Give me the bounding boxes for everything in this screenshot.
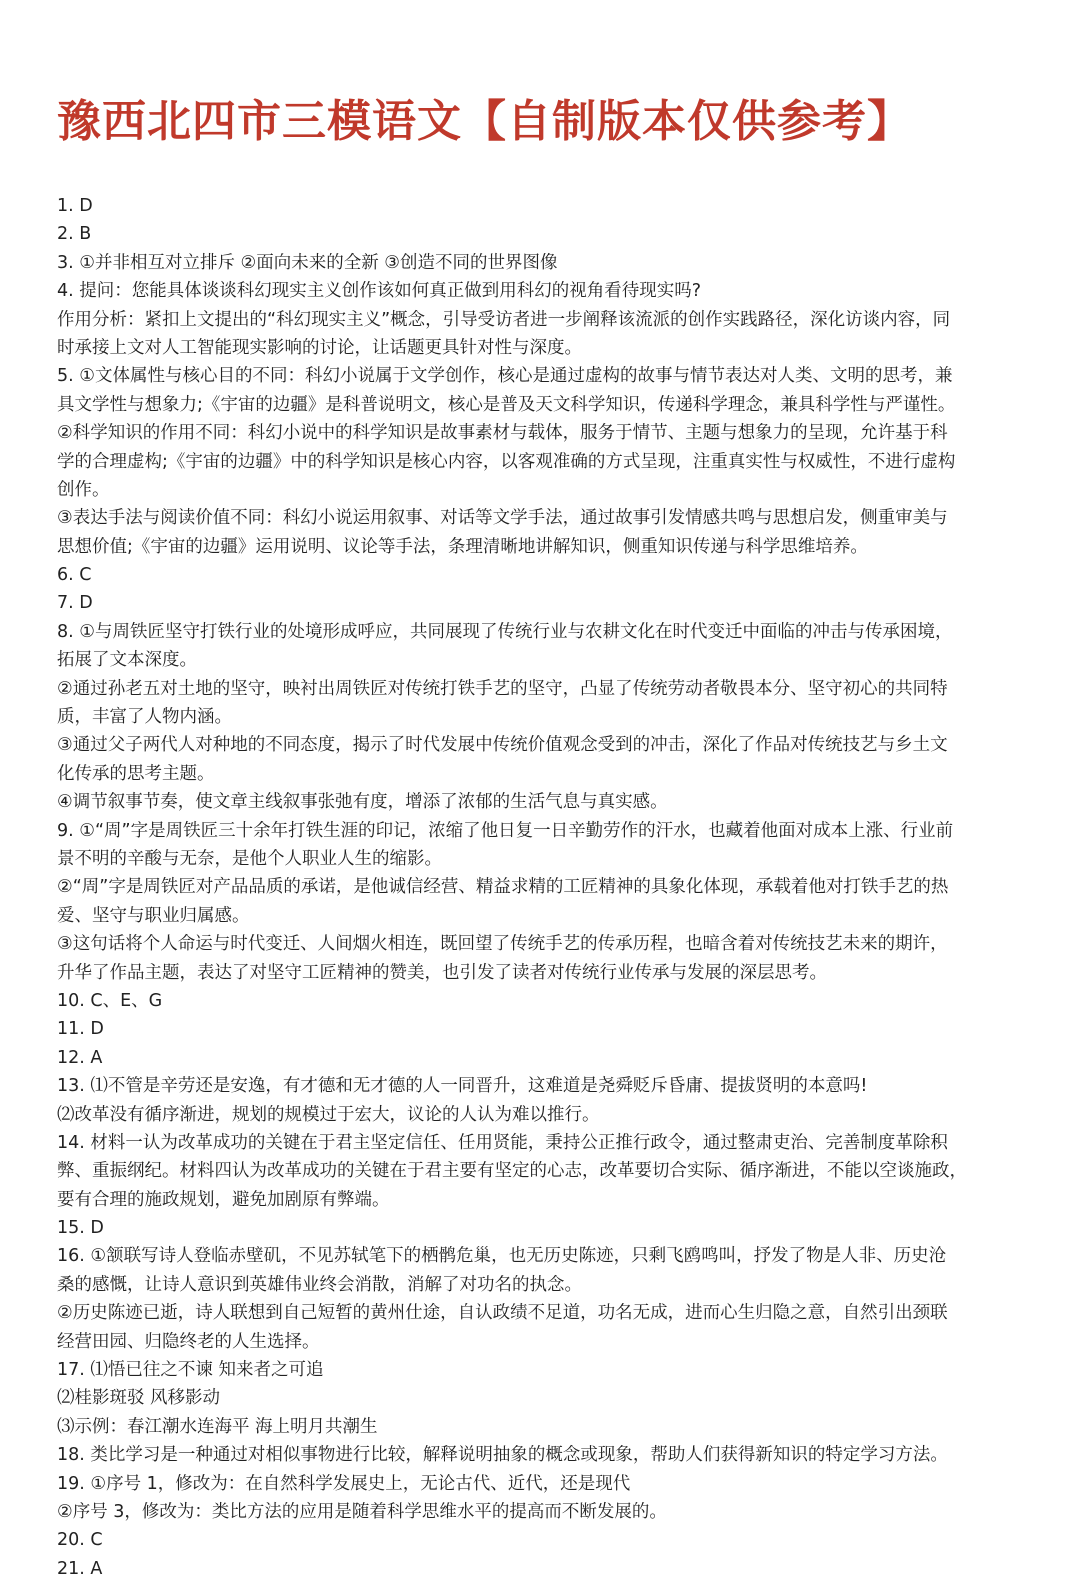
answer-line: 6. C: [57, 565, 92, 586]
answer-line: ②“周”字是周铁匠对产品品质的承诺，是他诚信经营、精益求精的工匠精神的具象化体现，承载着他对打铁手艺的热: [57, 877, 949, 898]
answer-line: ④调节叙事节奏，使文章主线叙事张弛有度，增添了浓郁的生活气息与真实感。: [57, 792, 668, 813]
answer-line: 时承接上文对人工智能现实影响的讨论，让话题更具针对性与深度。: [57, 337, 582, 358]
answer-line: ③这句话将个人命运与时代变迁、人间烟火相连，既回望了传统手艺的传承历程，也暗含着对传统技艺未来的期许，: [57, 934, 948, 955]
answer-line: ③表达手法与阅读价值不同：科幻小说运用叙事、对话等文学手法，通过故事引发情感共鸣与思想启发，侧重审美与: [57, 508, 948, 529]
answer-line: 10. C、E、G: [57, 990, 163, 1011]
answer-line: 7. D: [57, 593, 93, 614]
answer-line: 爱、坚守与职业归属感。: [57, 905, 250, 926]
document-title: 豫西北四市三模语文【自制版本仅供参考】: [57, 96, 912, 147]
answer-line: 8. ①与周铁匠坚守打铁行业的处境形成呼应，共同展现了传统行业与农耕文化在时代变迁中面临的冲击与传承困境，: [57, 621, 953, 642]
answer-line: ②序号 3，修改为：类比方法的应用是随着科学思维水平的提高而不断发展的。: [57, 1501, 667, 1522]
answer-line: 9. ①“周”字是周铁匠三十余年打铁生涯的印记，浓缩了他日复一日辛勤劳作的汗水，也藏着他面对成本上涨、行业前: [57, 820, 954, 841]
answer-line: 质，丰富了人物内涵。: [57, 707, 232, 728]
answer-line: 12. A: [57, 1047, 103, 1068]
answer-line: 升华了作品主题，表达了对坚守工匠精神的赞美，也引发了读者对传统行业传承与发展的深层思考。: [57, 962, 827, 983]
answer-line: 拓展了文本深度。: [57, 650, 197, 671]
answer-line: ⑵改革没有循序渐进，规划的规模过于宏大，议论的人认为难以推行。: [57, 1104, 600, 1125]
answer-line: ⑶示例：春江潮水连海平 海上明月共潮生: [57, 1416, 378, 1437]
answer-line: ③通过父子两代人对种地的不同态度，揭示了时代发展中传统价值观念受到的冲击，深化了作品对传统技艺与乡土文: [57, 735, 948, 756]
answer-line: 景不明的辛酸与无奈，是他个人职业人生的缩影。: [57, 848, 442, 869]
answer-line: 具文学性与想象力;《宇宙的边疆》是科普说明文，核心是普及天文科学知识，传递科学理念，兼具科学性与严谨性。: [57, 394, 956, 415]
answer-line: 学的合理虚构;《宇宙的边疆》中的科学知识是核心内容，以客观准确的方式呈现，注重真实性与权威性，不进行虚构: [57, 451, 956, 472]
answer-line: 思想价值;《宇宙的边疆》运用说明、议论等手法，条理清晰地讲解知识，侧重知识传递与科学思维培养。: [57, 536, 868, 557]
answer-line: ⑵桂影斑驳 风移影动: [57, 1388, 221, 1409]
answer-line: 19. ①序号 1，修改为：在自然科学发展史上，无论古代、近代，还是现代: [57, 1473, 631, 1494]
answer-line: ②通过孙老五对土地的坚守，映衬出周铁匠对传统打铁手艺的坚守，凸显了传统劳动者敬畏本分、坚守初心的共同特: [57, 678, 948, 699]
answer-line: 18. 类比学习是一种通过对相似事物进行比较，解释说明抽象的概念或现象，帮助人们获得新知识的特定学习方法。: [57, 1445, 948, 1466]
answer-line: 经营田园、归隐终老的人生选择。: [57, 1331, 320, 1352]
answer-line: 20. C: [57, 1530, 103, 1551]
answer-line: 16. ①颔联写诗人登临赤壁矶，不见苏轼笔下的栖鹘危巢，也无历史陈迹，只剩飞鸥鸣叫，抒发了物是人非、历史沧: [57, 1246, 947, 1267]
answer-line: 1. D: [57, 196, 93, 216]
answer-list: [57, 192, 1024, 1583]
answer-line: 2. B: [57, 224, 92, 245]
answer-line: 创作。: [57, 479, 110, 500]
answer-line: 21. A: [57, 1558, 103, 1579]
answer-line: 15. D: [57, 1218, 104, 1239]
answer-line: 4. 提问：您能具体谈谈科幻现实主义创作该如何真正做到用科幻的视角看待现实吗?: [57, 281, 702, 302]
answer-line: 5. ①文体属性与核心目的不同：科幻小说属于文学创作，核心是通过虚构的故事与情节表达对人类、文明的思考，兼: [57, 366, 953, 387]
answer-line: 14. 材料一认为改革成功的关键在于君主坚定信任、任用贤能，秉持公正推行政令，通过整肃吏治、完善制度革除积: [57, 1132, 948, 1153]
answer-line: 17. ⑴悟已往之不谏 知来者之可追: [57, 1360, 324, 1381]
answer-line: 13. ⑴不管是辛劳还是安逸，有才德和无才德的人一同晋升，这难道是尧舜贬斥昏庸、提拔贤明的本意吗!: [57, 1076, 868, 1097]
answer-line: 要有合理的施政规划，避免加剧原有弊端。: [57, 1189, 390, 1210]
answer-line: 11. D: [57, 1019, 104, 1040]
answer-line: 桑的感慨，让诗人意识到英雄伟业终会消散，消解了对功名的执念。: [57, 1274, 582, 1295]
answer-line: ②历史陈迹已逝，诗人联想到自己短暂的黄州仕途，自认政绩不足道，功名无成，进而心生归隐之意，自然引出颈联: [57, 1303, 948, 1324]
answer-line: 化传承的思考主题。: [57, 763, 215, 784]
answer-line: ②科学知识的作用不同：科幻小说中的科学知识是故事素材与载体，服务于情节、主题与想象力的呈现，允许基于科: [57, 423, 948, 444]
answer-line: 弊、重振纲纪。材料四认为改革成功的关键在于君主要有坚定的心志，改革要切合实际、循序渐进，不能以空谈施政，: [57, 1161, 967, 1182]
answer-line: 作用分析：紧扣上文提出的“科幻现实主义”概念，引导受访者进一步阐释该流派的创作实践路径，深化访谈内容，同: [57, 309, 951, 330]
answer-line: 3. ①并非相互对立排斥 ②面向未来的全新 ③创造不同的世界图像: [57, 252, 558, 273]
